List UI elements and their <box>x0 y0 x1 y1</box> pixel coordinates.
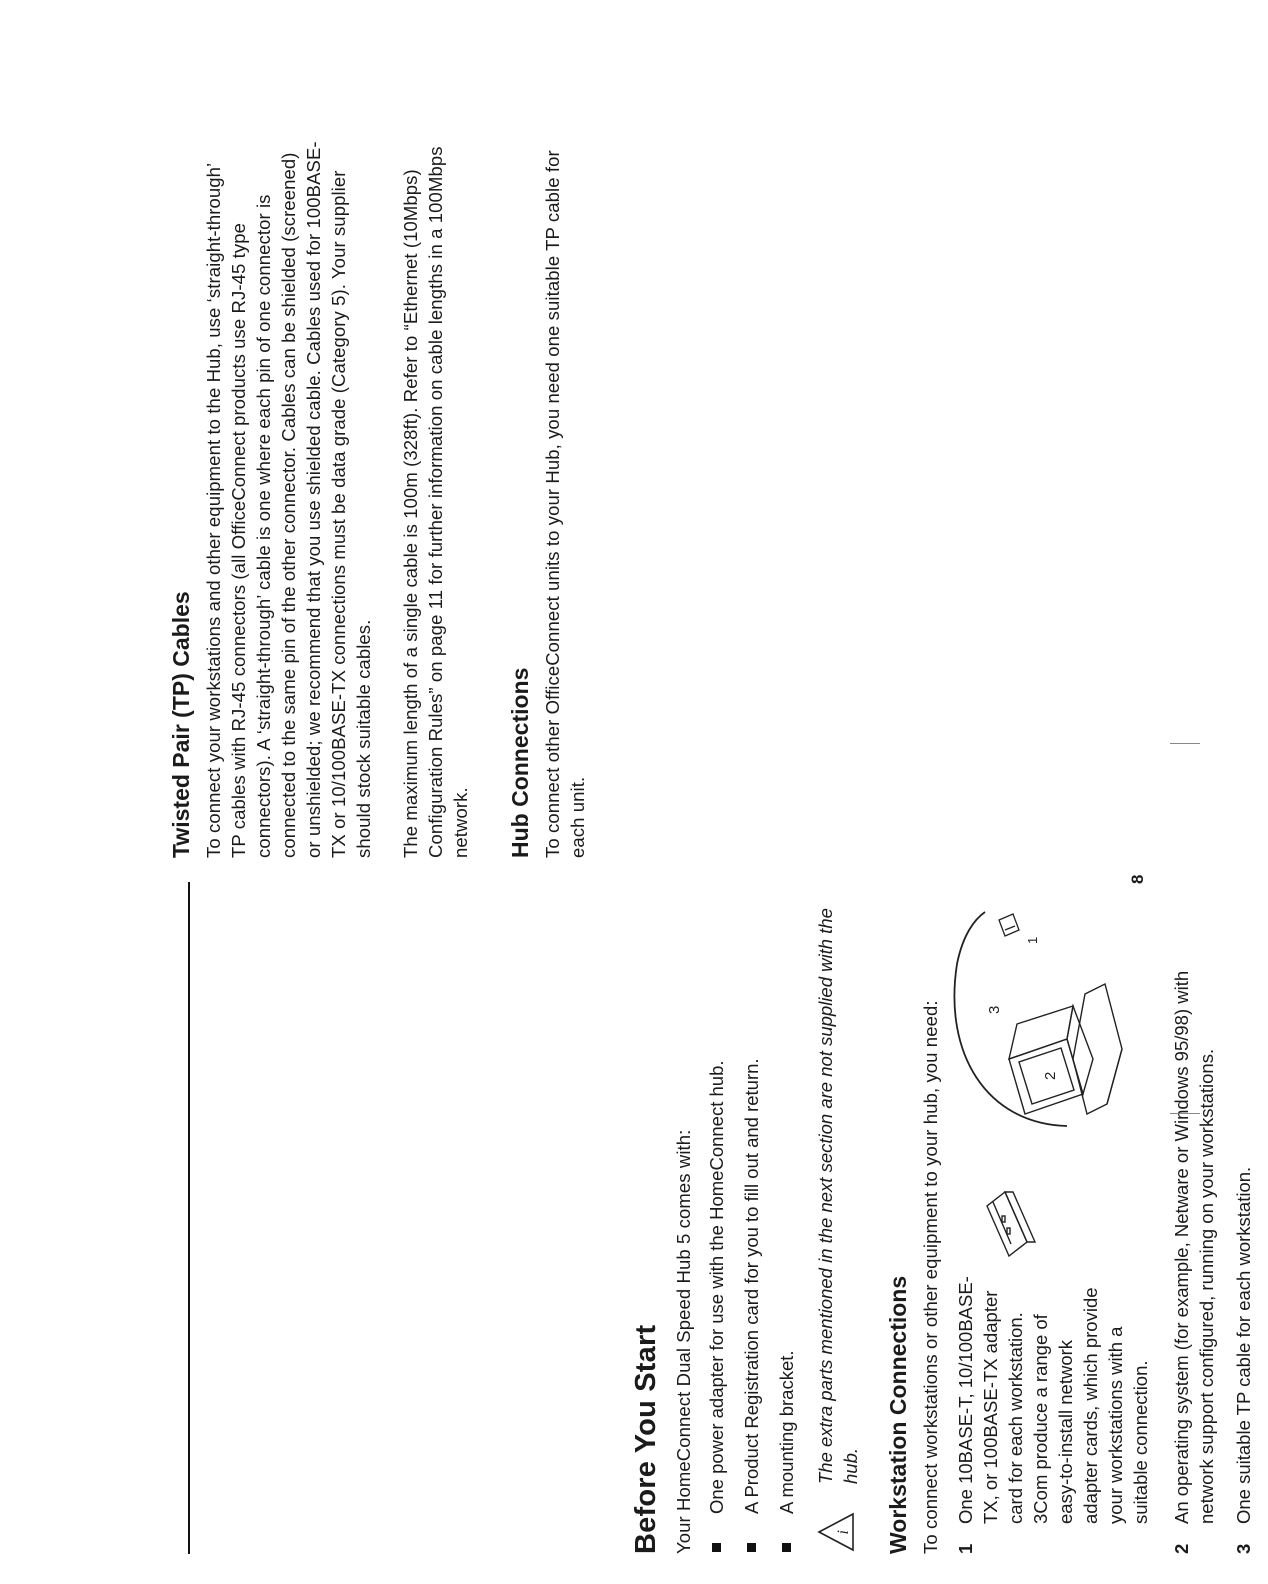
workstation-section <box>885 904 1256 1554</box>
right-column <box>168 138 590 858</box>
info-triangle-icon <box>817 1512 855 1552</box>
figure-label: 3 <box>986 1005 1003 1014</box>
tp-cables-paragraph: To connect your workstations and other equipment to the Hub, use ‘straight-through’ TP cables with RJ-45 connectors (all OfficeConnect products use RJ-45 type connectors). A ‘straight-through’ cable is one where each pin of one connector is connected to the same pin of the other connector. Cables can be shielded (screened) or unshielded; we recommend that you use shielded cable. Cables used for 100BASE-TX or 10/100BASE-TX connections must be data grade (Category 5). Your supplier should stock suitable cables. <box>203 141 374 858</box>
left-column <box>190 904 1268 1554</box>
adapter-card-icon <box>987 1192 1035 1256</box>
list-item: A Product Registration card for you to fill out and return. <box>739 904 764 1554</box>
before-you-start-heading: Before You Start <box>630 1324 662 1554</box>
figure-label: 2 <box>1042 1071 1059 1080</box>
figure-label: 1 <box>1025 936 1040 944</box>
list-item: A mounting bracket. <box>774 904 799 1554</box>
scan-edge-mark <box>1170 743 1200 744</box>
page-number: 8 <box>1128 874 1147 884</box>
bullet-square-icon <box>747 1543 756 1552</box>
workstation-intro: To connect workstations or other equipment to your hub, you need: <box>920 1000 941 1554</box>
cable-length-paragraph: The maximum length of a single cable is 100m (328ft). Refer to “Ethernet (10Mbps) Configuration Rules” on page 11 for further information on cable lengths in a 100Mbps network. <box>400 146 471 858</box>
list-item: One power adapter for use with the HomeConnect hub. <box>704 904 729 1554</box>
bullet-square-icon <box>782 1543 791 1552</box>
bullet-square-icon <box>712 1543 721 1552</box>
list-item: 1 One 10BASE-T, 10/100BASE-TX, or 100BASE-TX adapter card for each workstation. 3Com produce a range of easy-to-install network adapter cards, which provide your workstations with a suitable connection. 2 3 1 <box>953 904 1157 1554</box>
hub-connections-heading: Hub Connections <box>507 667 533 858</box>
svg-text:i: i <box>835 1530 852 1535</box>
hub-connections-paragraph: To connect other OfficeConnect units to your Hub, you need one suitable TP cable for each unit. <box>542 150 588 858</box>
tp-cables-heading: Twisted Pair (TP) Cables <box>168 591 194 858</box>
workstation-heading: Workstation Connections <box>885 1275 911 1554</box>
included-items-list <box>704 904 799 1554</box>
info-note: i The extra parts mentioned in the next section are not supplied with the hub. <box>813 904 863 1554</box>
computer-icon <box>1009 984 1122 1114</box>
cable-line <box>954 912 1067 1126</box>
scan-edge-mark <box>1170 1113 1200 1114</box>
list-item: 2 An operating system (for example, Netware or Windows 95/98) with network support configured, running on your workstations. <box>1171 970 1217 1554</box>
top-rule <box>188 882 190 1554</box>
intro-text: Your HomeConnect Dual Speed Hub 5 comes with: <box>673 1129 694 1554</box>
workstation-figure <box>947 904 1157 1264</box>
workstation-requirements <box>953 904 1256 1554</box>
list-item: 3 One suitable TP cable for each workstation. <box>1233 1166 1254 1554</box>
rj45-plug-icon <box>999 914 1019 936</box>
